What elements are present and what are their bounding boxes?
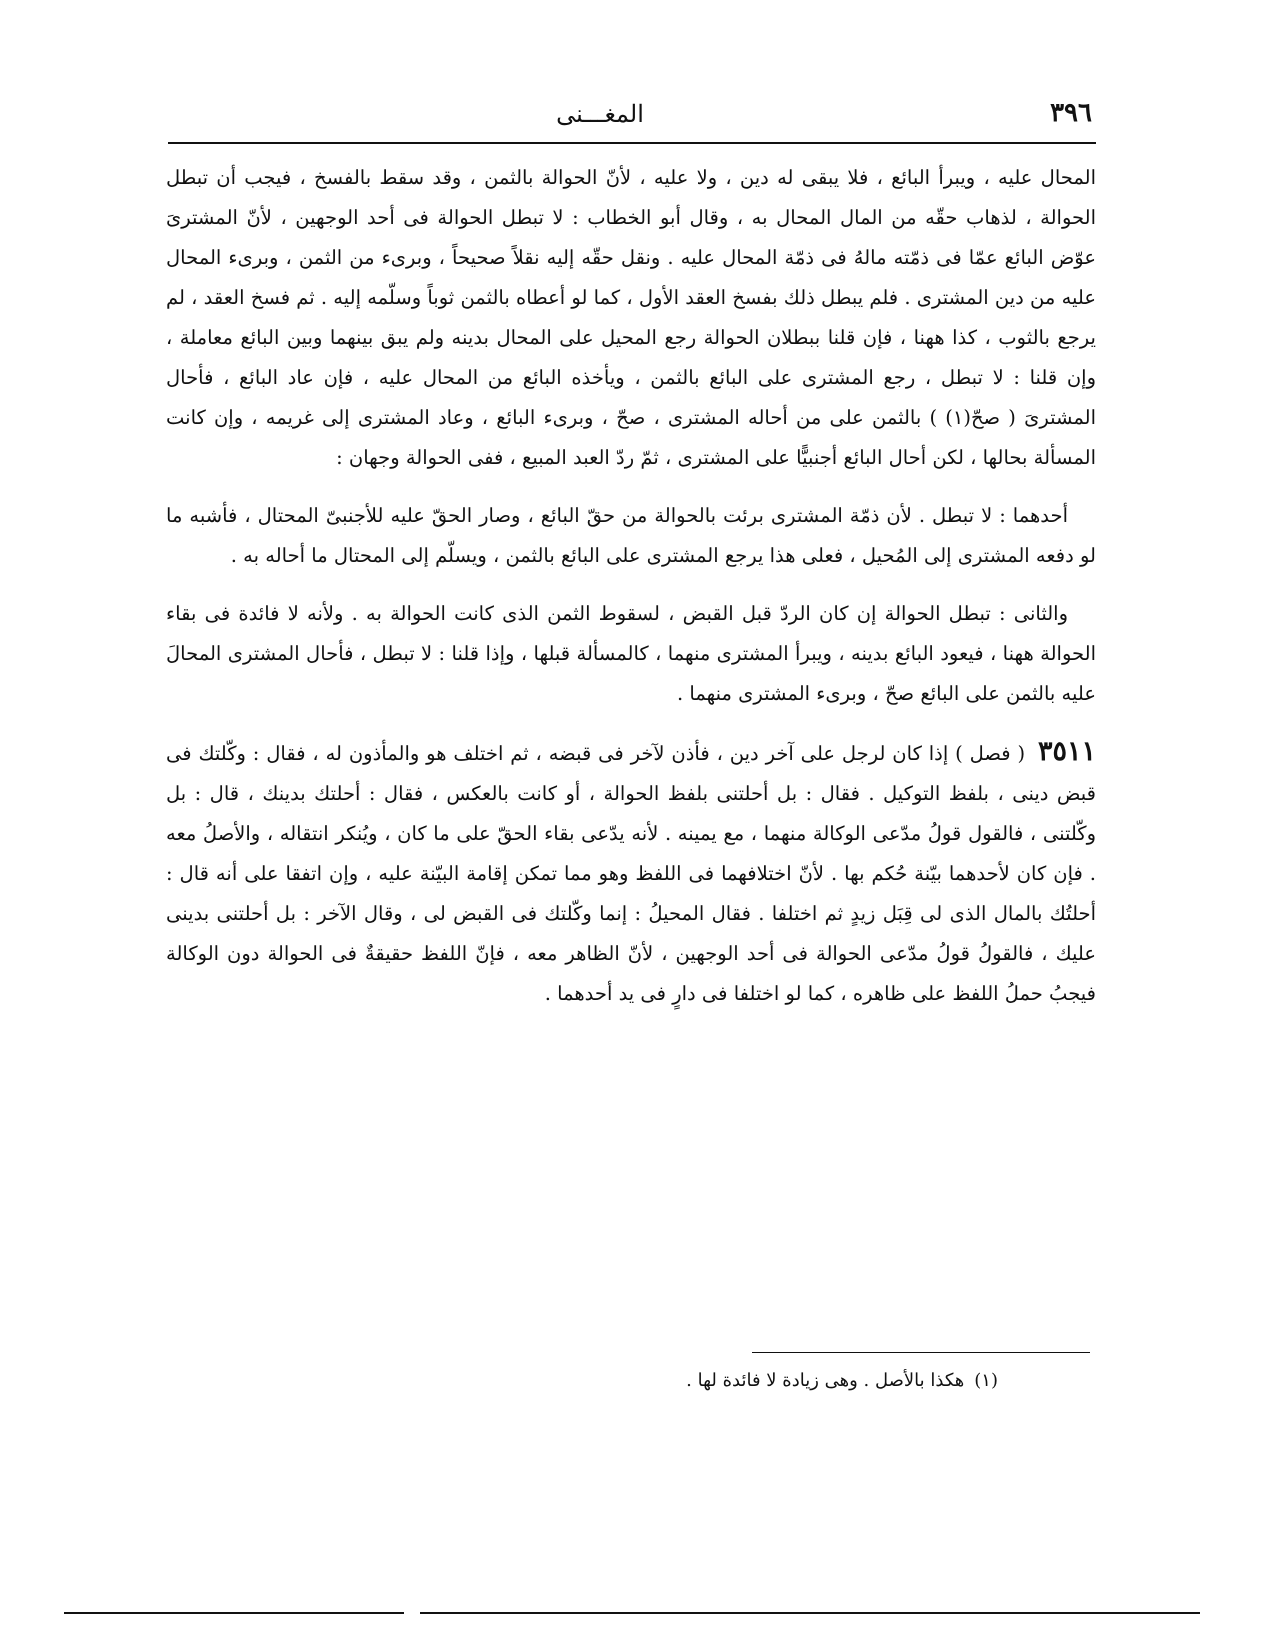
running-title: المغـــنى bbox=[556, 100, 644, 128]
footnote bbox=[300, 1366, 998, 1396]
header-rule bbox=[168, 142, 1096, 144]
footnote-rule bbox=[752, 1352, 1090, 1353]
paragraph-3: والثانى : تبطل الحوالة إن كان الردّ قبل القبض ، لسقوط الثمن الذى كانت الحوالة به . ولأنه لا فائدة فى بقاء الحوالة ههنا ، فيعود البائع بدينه ، ويبرأ المشترى منهما ، كالمسألة قبلها ، وإذا قلنا : لا تبطل ، فأحال المشترى المحالَ عليه بالثمن على البائع صحّ ، وبرىء المشترى منهما . bbox=[166, 602, 1096, 705]
main-text bbox=[166, 158, 1096, 1032]
paragraph-2: أحدهما : لا تبطل . لأن ذمّة المشترى برئت بالحوالة من حقّ البائع ، وصار الحقّ عليه للأجنبىّ المحتال ، فأشبه ما لو دفعه المشترى إلى المُحيل ، فعلى هذا يرجع المشترى على البائع بالثمن ، ويسلّم إلى المحتال ما أحاله به . bbox=[166, 504, 1096, 567]
section-number: ٣٥١١ bbox=[1037, 736, 1096, 767]
paragraph-1: المحال عليه ، ويبرأ البائع ، فلا يبقى له دين ، ولا عليه ، لأنّ الحوالة بالثمن ، وقد سقط بالفسخ ، فيجب أن تبطل الحوالة ، لذهاب حقّه من المال المحال به ، وقال أبو الخطاب : لا تبطل الحوالة فى أحد الوجهين ، لأنّ المشترىَ عوّض البائع عمّا فى ذمّته مالهُ فى ذمّة المحال عليه . ونقل حقّه إليه نقلاً صحيحاً ، وبرىء من الثمن ، وبرىء المحال عليه من دين المشترى . فلم يبطل ذلك بفسخ العقد الأول ، كما لو أعطاه بالثمن ثوباً وسلّمه إليه . ثم فسخ العقد ، لم يرجع بالثوب ، كذا ههنا ، فإن قلنا ببطلان الحوالة رجع المحيل على المحال بدينه ولم يبق بينهما وبين البائع معاملة ، وإن قلنا : لا تبطل ، رجع المشترى على البائع بالثمن ، ويأخذه البائع من المحال عليه ، فإن عاد البائع ، فأحال المشترىَ ( صحّ(١) ) بالثمن على من أحاله المشترى ، صحّ ، وبرىء البائع ، وعاد المشترى إلى غريمه ، وإن كانت المسألة بحالها ، لكن أحال البائع أجنبيًّا على المشترى ، ثمّ ردّ العبد المبيع ، ففى الحوالة وجهان : bbox=[166, 166, 1097, 469]
bottom-rule-right bbox=[420, 1612, 1200, 1614]
page-number: ٣٩٦ bbox=[1050, 98, 1092, 128]
section-text: ( فصل ) إذا كان لرجل على آخر دين ، فأذن لآخر فى قبضه ، ثم اختلف هو والمأذون له ، فقال : وكّلتك فى قبض دينى ، بلفظ التوكيل . فقال : بل أحلتنى بلفظ الحوالة ، أو كانت بالعكس ، فقال : أحلتك بدينك ، قال : بل وكّلتنى ، فالقول قولُ مدّعى الوكالة منهما ، مع يمينه . لأنه يدّعى بقاء الحقّ على ما كان ، ويُنكر انتقاله ، والأصلُ معه . فإن كان لأحدهما بيّنة حُكم بها . لأنّ اختلافهما فى اللفظ وهو مما تمكن إقامة البيّنة عليه ، وإن اتفقا على أنه قال : أحلتُك بالمال الذى لى قِبَل زيدٍ ثم اختلفا . فقال المحيلُ : إنما وكّلتك فى القبض لى ، وقال الآخر : بل أحلتنى بدينى عليك ، فالقولُ قولُ مدّعى الحوالة فى أحد الوجهين ، لأنّ الظاهر معه ، فإنّ اللفظ حقيقةٌ فى الحوالة دون الوكالة فيجبُ حملُ اللفظ على ظاهره ، كما لو اختلفا فى دارٍ فى يد أحدهما . bbox=[166, 742, 1096, 1005]
footnote-marker: (١) bbox=[974, 1370, 998, 1391]
footnote-text: هكذا بالأصل . وهى زيادة لا فائدة لها . bbox=[686, 1370, 965, 1391]
bottom-rule-left bbox=[64, 1612, 404, 1614]
section-paragraph bbox=[166, 732, 1096, 1014]
